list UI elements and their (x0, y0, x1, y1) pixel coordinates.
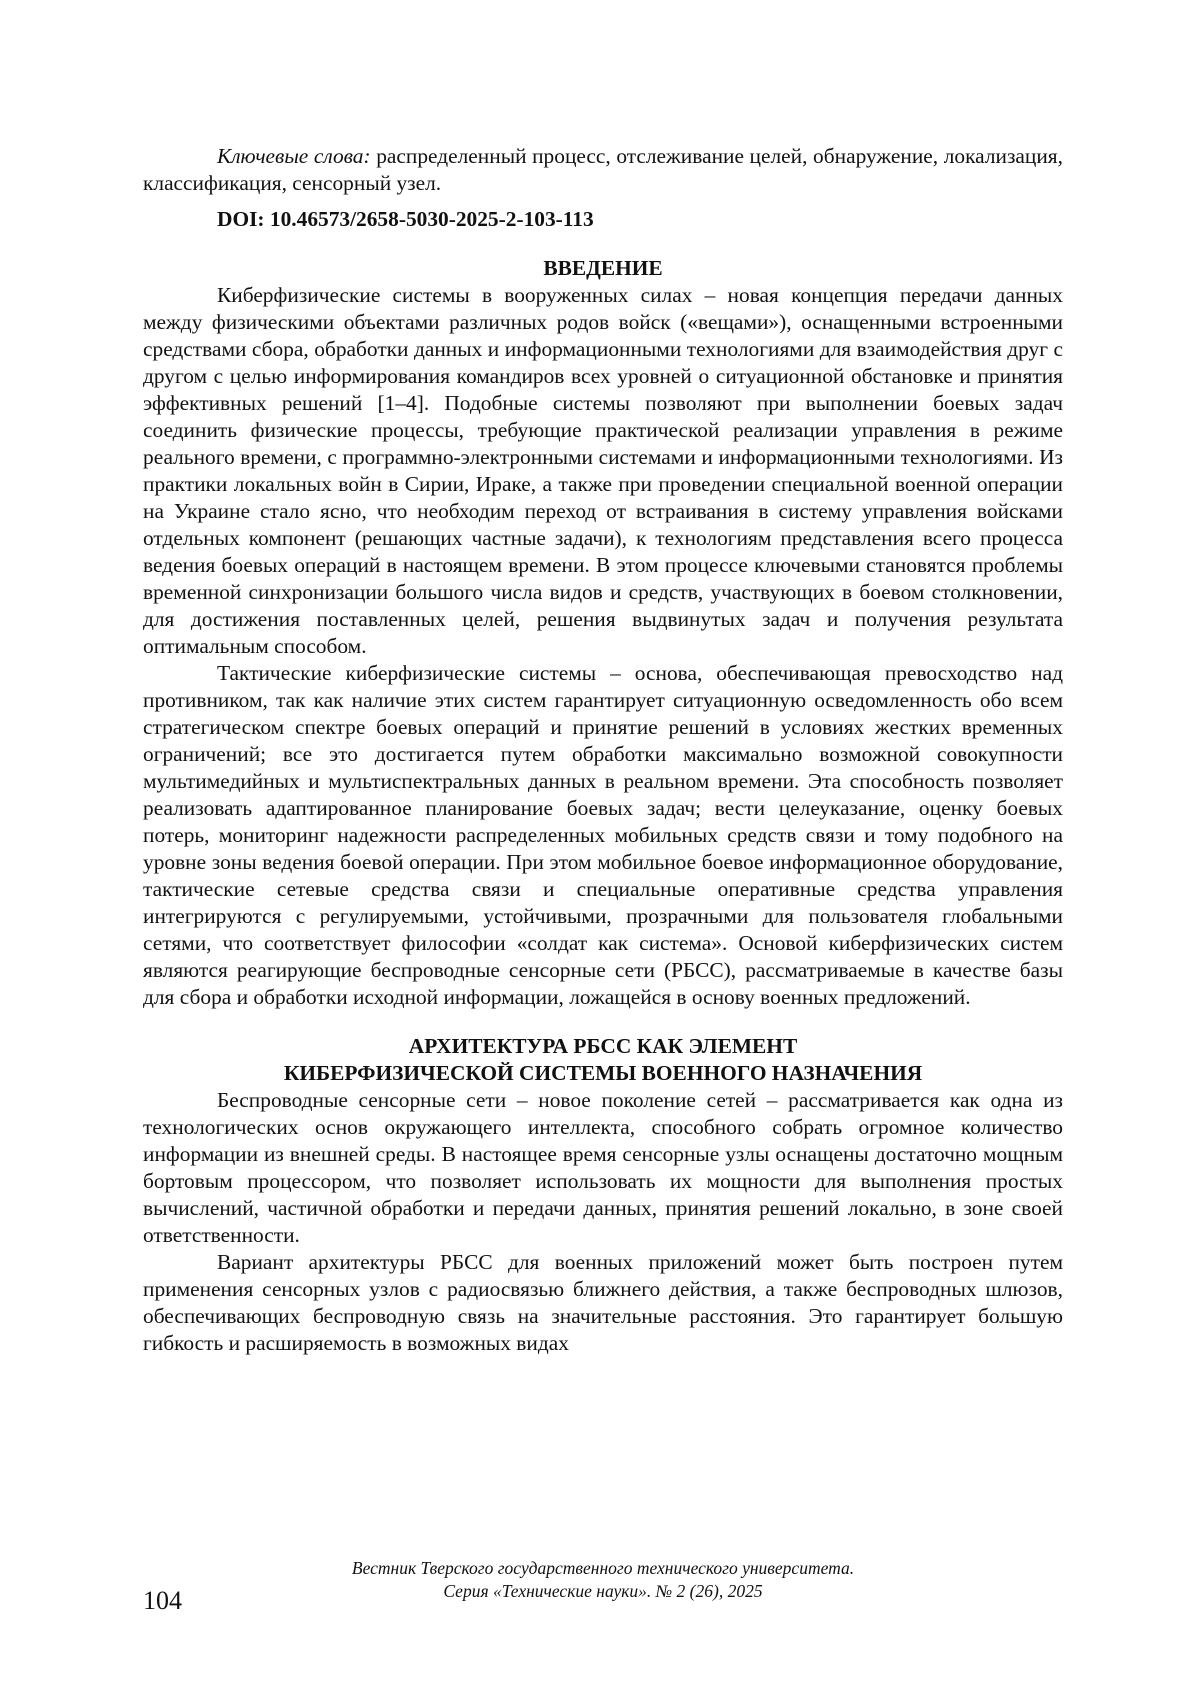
section-heading-introduction (143, 255, 1063, 282)
page-content (143, 143, 1063, 1357)
heading-line: КИБЕРФИЗИЧЕСКОЙ СИСТЕМЫ ВОЕННОГО НАЗНАЧЕНИЯ (283, 1061, 923, 1085)
keywords-paragraph (143, 143, 1063, 197)
doi-line: DOI: 10.46573/2658-5030-2025-2-103-113 (217, 207, 594, 231)
journal-footer (143, 1557, 1063, 1603)
keywords-label: Ключевые слова: (217, 144, 371, 168)
keywords-text: распределенный процесс, отслеживание целей, обнаружение, локализация, классификация, сенсорный узел. (143, 144, 1063, 195)
body-paragraph: Киберфизические системы в вооруженных силах – новая концепция передачи данных между физическими объектами различных родов войск («вещами»), оснащенными встроенными средствами сбора, обработки данных и информационными технологиями для взаимодействия друг с другом с целью информирования командиров всех уровней о ситуационной обстановке и принятия эффективных решений [1–4]. Подобные системы позволяют при выполнении боевых задач соединить физические процессы, требующие практической реализации управления в режиме реального времени, с программно-электронными системами и информационными технологиями. Из практики локальных войн в Сирии, Ираке, а также при проведении специальной военной операции на Украине стало ясно, что необходим переход от встраивания в систему управления войсками отдельных компонент (решающих частные задачи), к технологиям представления всего процесса ведения боевых операций в настоящем времени. В этом процессе ключевыми становятся проблемы временной синхронизации большого числа видов и средств, участвующих в боевом столкновении, для достижения поставленных целей, решения выдвинутых задач и получения результата оптимальным способом. (143, 283, 1063, 658)
section-heading-architecture (143, 1033, 1063, 1087)
body-paragraph: Вариант архитектуры РБСС для военных приложений может быть построен путем применения сенсорных узлов с радиосвязью ближнего действия, а также беспроводных шлюзов, обеспечивающих беспроводную связь на значительные расстояния. Это гарантирует большую гибкость и расширяемость в возможных видах (143, 1250, 1063, 1355)
heading-line: АРХИТЕКТУРА РБСС КАК ЭЛЕМЕНТ (408, 1034, 798, 1058)
footer-journal-title: Вестник Тверского государственного технического университета. (351, 1558, 855, 1578)
body-paragraph: Тактические киберфизические системы – основа, обеспечивающая превосходство над противником, так как наличие этих систем гарантирует ситуационную осведомленность обо всем стратегическом спектре боевых операций и принятие решений в условиях жестких временных ограничений; все это достигается путем обработки максимально возможной совокупности мультимедийных и мультиспектральных данных в реальном времени. Эта способность позволяет реализовать адаптированное планирование боевых задач; вести целеуказание, оценку боевых потерь, мониторинг надежности распределенных мобильных средств связи и тому подобного на уровне зоны ведения боевой операции. При этом мобильное боевое информационное оборудование, тактические сетевые средства связи и специальные оперативные средства управления интегрируются с регулируемыми, устойчивыми, прозрачными для пользователя глобальными сетями, что соответствует философии «солдат как система». Основой киберфизических систем являются реагирующие беспроводные сенсорные сети (РБСС), рассматриваемые в качестве базы для сбора и обработки исходной информации, ложащейся в основу военных предложений. (143, 661, 1063, 1009)
footer-series: Серия «Технические науки». № 2 (26), 2025 (443, 1581, 763, 1601)
body-paragraph: Беспроводные сенсорные сети – новое поколение сетей – рассматривается как одна из технологических основ окружающего интеллекта, способного собрать огромное количество информации из внешней среды. В настоящее время сенсорные узлы оснащены достаточно мощным бортовым процессором, что позволяет использовать их мощности для выполнения простых вычислений, частичной обработки и передачи данных, принятия решений локально, в зоне своей ответственности. (143, 1088, 1063, 1247)
heading-line: ВВЕДЕНИЕ (543, 256, 663, 280)
page-number: 104 (143, 1586, 182, 1615)
